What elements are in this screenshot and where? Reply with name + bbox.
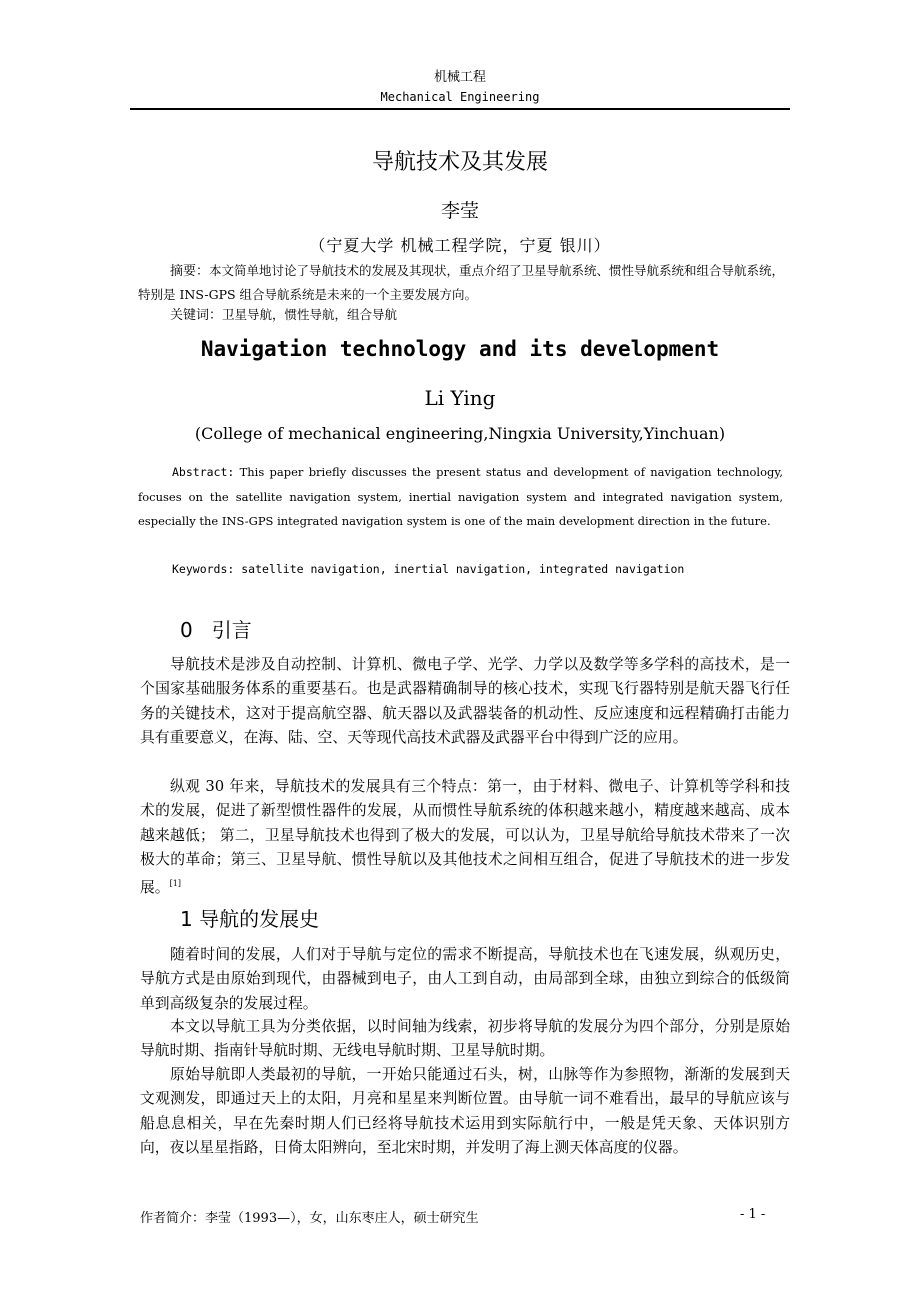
keywords-en <box>172 558 792 580</box>
paper-title-en: Navigation technology and its development <box>200 337 720 361</box>
body-paragraph: 原始导航即人类最初的导航，一开始只能通过石头，树，山脉等作为参照物，渐渐的发展到天文观测发，即通过天上的太阳，月亮和星星来判断位置。由导航一词不难看出，最早的导航应该与船息息相关，早在先秦时期人们已经将导航技术运用到实际航行中，一般是凭天象、天体识别方向，夜以星星指路，日倚太阳辨向，至北宋时期，并发明了海上测天体高度的仪器。 <box>140 1066 790 1156</box>
keywords-cn <box>170 304 790 327</box>
body-paragraph: 随着时间的发展，人们对于导航与定位的需求不断提高，导航技术也在飞速发展，纵观历史，导航方式是由原始到现代，由器械到电子，由人工到自动，由局部到全球，由独立到综合的低级简单到高级复杂的发展过程。 <box>140 946 790 1012</box>
body-paragraph-text: 纵观 30 年来，导航技术的发展具有三个特点：第一，由于材料、微电子、计算机等学科和技术的发展，促进了新型惯性器件的发展，从而惯性导航系统的体积越来越小，精度越来越高、成本越来越低； 第二，卫星导航技术也得到了极大的发展，可以认为，卫星导航给导航技术带来了一次极大的革命；第三、卫星导航、惯性导航以及其他技术之间相互组合，促进了导航技术的进一步发展。 <box>140 778 790 897</box>
abstract-en-label: Abstract: <box>172 465 235 479</box>
page-number: - 1 - <box>740 1207 766 1222</box>
keywords-cn-label: 关键词： <box>170 308 223 323</box>
body-paragraph <box>140 775 790 900</box>
affiliation-cn: （宁夏大学 机械工程学院，宁夏 银川） <box>309 236 611 255</box>
abstract-en-text: This paper briefly discusses the present status and development of navigation technology, focuses on the satellite navigation system, inertial navigation system and integrated navigation system, especially the INS-GPS integrated navigation system is one of the main development direction in the future. <box>138 465 783 528</box>
abstract-en <box>138 460 783 534</box>
keywords-cn-text: 卫星导航，惯性导航，组合导航 <box>222 307 398 322</box>
citation-reference[interactable]: [1] <box>169 879 181 889</box>
author-name-cn: 李莹 <box>440 200 479 222</box>
abstract-cn-label: 摘要： <box>170 264 210 279</box>
body-paragraph: 本文以导航工具为分类依据，以时间轴为线索，初步将导航的发展分为四个部分，分别是原始导航时期、指南针导航时期、无线电导航时期、卫星导航时期。 <box>140 1018 790 1060</box>
body-paragraph: 导航技术是涉及自动控制、计算机、微电子学、光学、力学以及数学等多学科的高技术，是一个国家基础服务体系的重要基石。也是武器精确制导的核心技术，实现飞行器特别是航天器飞行任务的关键技术，这对于提高航空器、航天器以及武器装备的机动性、反应速度和远程精确打击能力具有重要意义，在海、陆、空、天等现代高技术武器及武器平台中得到广泛的应用。 <box>140 656 790 746</box>
section-heading-intro: 0 引言 <box>180 618 252 642</box>
section-heading-history: 1 导航的发展史 <box>180 907 320 931</box>
affiliation-en: (College of mechanical engineering,Ningxia University,Yinchuan) <box>194 424 726 443</box>
keywords-en-text: satellite navigation, inertial navigation, integrated navigation <box>241 562 685 576</box>
running-header-journal-cn: 机械工程 <box>433 70 486 85</box>
footnote-author-note: 作者简介：李莹（1993—），女，山东枣庄人，硕士研究生 <box>140 1211 479 1226</box>
abstract-cn <box>138 259 788 306</box>
header-rule <box>130 108 790 110</box>
keywords-en-label: Keywords: <box>172 562 235 576</box>
author-name-en: Li Ying <box>424 386 496 410</box>
abstract-cn-text: 本文简单地讨论了导航技术的发展及其现状，重点介绍了卫星导航系统、惯性导航系统和组合导航系统，特别是 INS-GPS 组合导航系统是未来的一个主要发展方向。 <box>138 263 785 302</box>
running-header-journal-en: Mechanical Engineering <box>380 90 540 104</box>
paper-title-cn: 导航技术及其发展 <box>371 150 548 175</box>
